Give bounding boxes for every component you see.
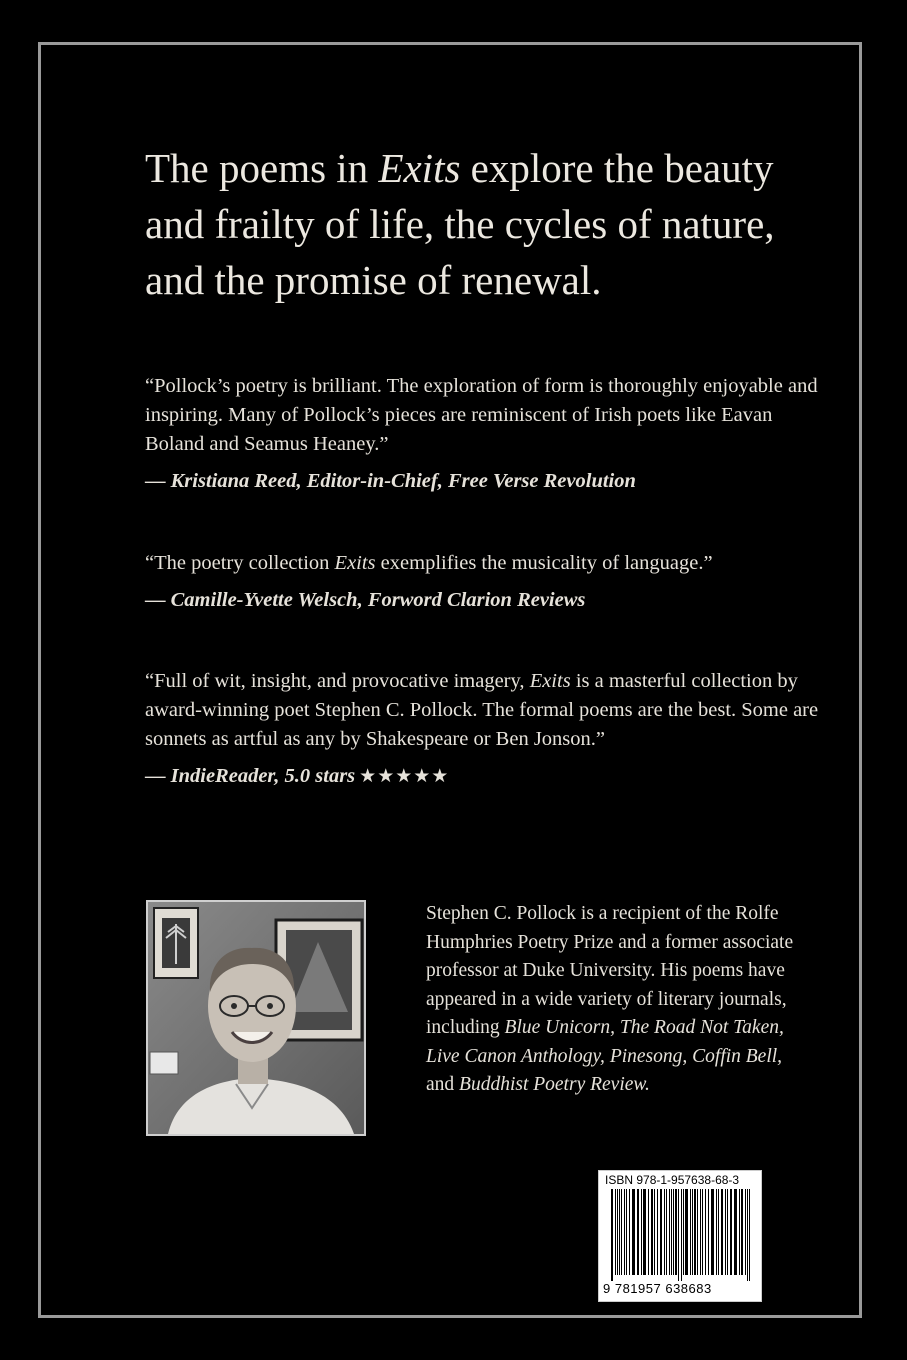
review-quote-3-book-title: Exits [529, 670, 571, 692]
author-bio-intro: Stephen C. Pollock is a recipient of the Rolfe Humphries Poetry Prize and a former associate professor at Duke University. His poems have appeared in a wide variety of literary journals, including [426, 903, 794, 1038]
star-rating-icon: ★★★★★ [359, 766, 450, 787]
tagline-after: explore the beauty and frailty of life, the cycles of nature, and the promise of renewal. [145, 145, 775, 303]
barcode-bar [629, 1189, 630, 1275]
barcode-bar [632, 1189, 635, 1275]
journal-blue-unicorn: Blue Unicorn, [504, 1017, 616, 1038]
barcode-bar [745, 1189, 746, 1275]
barcode-bar [718, 1189, 719, 1275]
barcode-bar [619, 1189, 620, 1275]
author-bio [426, 900, 806, 1100]
barcode-bar [702, 1189, 703, 1275]
barcode-bar [664, 1189, 665, 1275]
review-quote-1 [145, 372, 825, 495]
isbn-digits: 9 781957 638683 [603, 1281, 712, 1296]
barcode-bar [694, 1189, 696, 1275]
barcode-bar [643, 1189, 646, 1275]
review-quote-2-text-after: exemplifies the musicality of language.” [375, 552, 713, 574]
barcode-bar [651, 1189, 653, 1275]
barcode-bar [648, 1189, 649, 1275]
barcode-bar [681, 1189, 682, 1281]
barcode-bar [734, 1189, 737, 1275]
journal-coffin-bell: Coffin Bell, [692, 1045, 783, 1067]
isbn-barcode [598, 1170, 762, 1302]
barcode-bar [671, 1189, 672, 1275]
review-quote-3-text [145, 667, 825, 754]
review-quote-3-text-after: is a masterful collection by award-winning poet Stephen C. Pollock. The formal poems are the best. Some are sonnets as artful as any by Shakespeare or Ben Jonson.” [145, 670, 819, 750]
barcode-bar [725, 1189, 726, 1275]
barcode-bar [708, 1189, 709, 1275]
barcode-bar [711, 1189, 714, 1275]
barcode-bar [721, 1189, 723, 1275]
barcode-bar [716, 1189, 717, 1275]
barcode-bar [637, 1189, 639, 1275]
barcode-bar [657, 1189, 658, 1275]
barcode-bar [749, 1189, 750, 1281]
attribution-dash: — [145, 589, 166, 611]
barcode-bars [605, 1189, 755, 1281]
barcode-bar [685, 1189, 688, 1275]
barcode-bar [692, 1189, 693, 1275]
barcode-bar [678, 1189, 679, 1281]
isbn-label: ISBN 978-1-957638-68-3 [605, 1173, 740, 1187]
review-quote-2-source: Camille-Yvette Welsch, Forword Clarion Reviews [170, 589, 586, 611]
review-quote-2-text [145, 549, 825, 578]
barcode-bar [641, 1189, 642, 1275]
review-quote-3-text-before: “Full of wit, insight, and provocative imagery, [145, 670, 530, 692]
barcode-bar [690, 1189, 691, 1275]
review-quote-2-attribution [145, 586, 825, 614]
barcode-bar [669, 1189, 670, 1275]
barcode-bar [727, 1189, 728, 1275]
barcode-bar [683, 1189, 684, 1275]
journal-pinesong: Pinesong, [609, 1045, 688, 1067]
author-bio-and: and [426, 1074, 460, 1095]
review-quote-2 [145, 549, 825, 614]
barcode-bar [675, 1189, 677, 1275]
review-quote-2-book-title: Exits [334, 552, 376, 574]
tagline-before: The poems in [145, 145, 379, 191]
review-quote-1-source: Kristiana Reed, Editor-in-Chief, Free Verse Revolution [170, 470, 636, 492]
attribution-dash: — [145, 765, 166, 787]
tagline [145, 140, 825, 308]
barcode-bar [654, 1189, 655, 1275]
review-quote-3 [145, 667, 825, 791]
barcode-bar [626, 1189, 627, 1275]
barcode-bar [747, 1189, 748, 1281]
attribution-dash: — [145, 470, 166, 492]
barcode-bar [673, 1189, 674, 1275]
barcode-bar [624, 1189, 625, 1275]
barcode-bar [660, 1189, 662, 1275]
barcode-bar [730, 1189, 732, 1275]
barcode-bar [621, 1189, 622, 1275]
barcode-bar [666, 1189, 667, 1275]
author-photo [146, 900, 366, 1136]
tagline-book-title: Exits [378, 145, 461, 191]
barcode-bar [697, 1189, 698, 1275]
barcode-bar [617, 1189, 618, 1275]
review-quote-3-source: IndieReader, 5.0 stars [170, 765, 356, 787]
barcode-bar [615, 1189, 616, 1275]
barcode-bar [611, 1189, 613, 1281]
barcode-bar [705, 1189, 706, 1275]
journal-buddhist-poetry-review: Buddhist Poetry Review. [459, 1074, 650, 1095]
review-quote-1-text: “Pollock’s poetry is brilliant. The exploration of form is thoroughly enjoyable and inspiring. Many of Pollock’s pieces are reminiscent of Irish poets like Eavan Boland and Seamus Heaney.” [145, 375, 818, 455]
author-portrait-image [148, 902, 364, 1134]
barcode-bar [700, 1189, 701, 1275]
review-quote-2-text-before: “The poetry collection [145, 552, 335, 574]
journal-road-not-taken: The Road Not Taken, [619, 1017, 784, 1038]
review-quote-3-attribution [145, 762, 825, 791]
journal-live-canon: Live Canon Anthology, [426, 1045, 605, 1067]
barcode-bar [739, 1189, 740, 1275]
review-quote-1-attribution [145, 467, 825, 495]
barcode-bar [741, 1189, 743, 1275]
